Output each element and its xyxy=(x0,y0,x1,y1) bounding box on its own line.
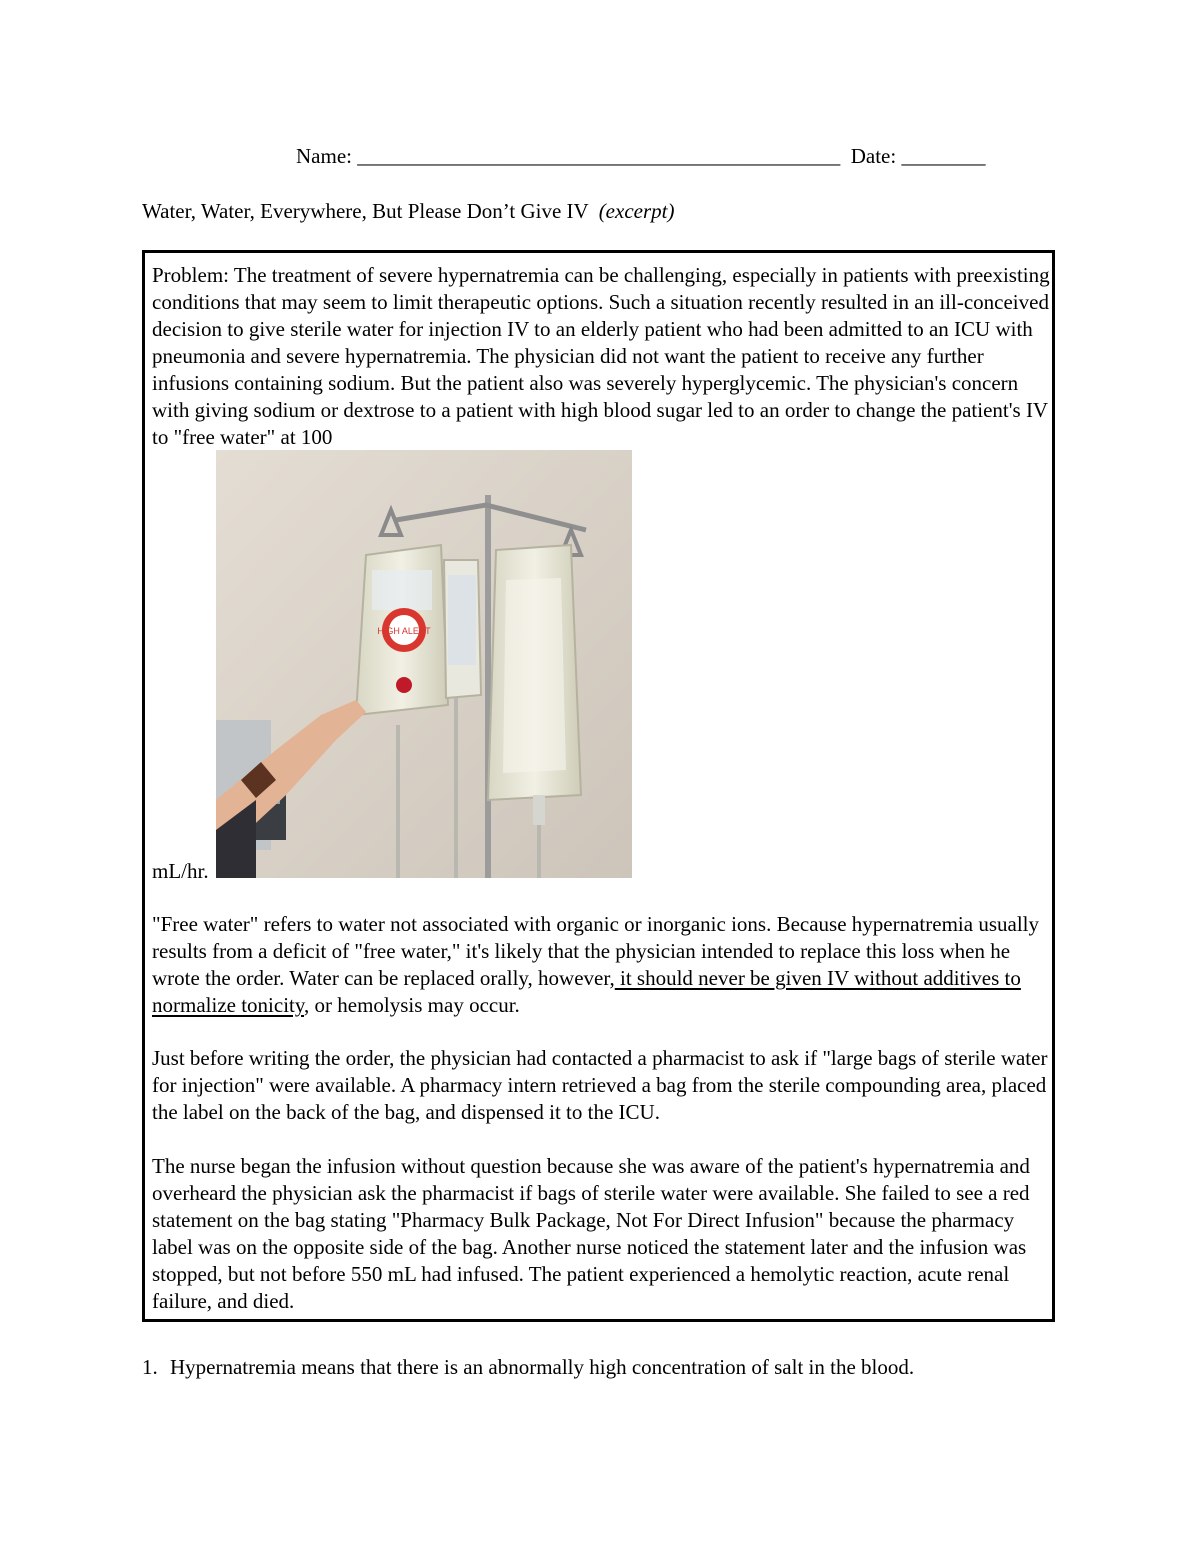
title-excerpt-note: (excerpt) xyxy=(598,199,675,223)
p2-underlined-text: it should never be given IV without additives to normalize tonicity xyxy=(152,966,1021,1017)
document-title xyxy=(142,199,674,224)
p2-after-text: , or hemolysis may occur. xyxy=(304,993,520,1017)
problem-paragraph-1: Problem: The treatment of severe hypernatremia can be challenging, especially in patients with preexisting conditions that may seem to limit therapeutic options. Such a situation recently resulted in an ill-conceived decision to give sterile water for injection IV to an elderly patient who had been admitted to an ICU with pneumonia and severe hypernatremia. The physician did not want the patient to receive any further infusions containing sodium. But the patient also was severely hyperglycemic. The physician's concern with giving sodium or dextrose to a patient with high blood sugar led to an order to change the patient's IV to "free water" at 100 xyxy=(152,263,1050,449)
question-1-text: Hypernatremia means that there is an abnormally high concentration of salt in the blood. xyxy=(170,1355,915,1379)
title-text: Water, Water, Everywhere, But Please Don’t Give IV xyxy=(142,199,589,223)
question-1 xyxy=(142,1355,914,1380)
name-date-line: Name: ______________________________________________ Date: ________ xyxy=(296,144,986,168)
p2-before-text: "Free water" refers to water not associated with organic or inorganic ions. Because hypernatremia usually results from a deficit of "free water," it's likely that the physician intended to replace this loss when he wrote the order. Water can be replaced orally, however, xyxy=(152,912,1039,990)
problem-paragraph-2 xyxy=(152,911,1052,1019)
high-alert-sticker: HIGH ALERT xyxy=(377,626,431,636)
question-1-number: 1. xyxy=(142,1355,158,1379)
problem-paragraph-4: The nurse began the infusion without question because she was aware of the patient's hypernatremia and overheard the physician ask the pharmacist if bags of sterile water were available. She failed to see a red statement on the bag stating "Pharmacy Bulk Package, Not For Direct Infusion" because the pharmacy label was on the opposite side of the bag. Another nurse noticed the statement later and the infusion was stopped, but not before 550 mL had infused. The patient experienced a hemolytic reaction, acute renal failure, and died. xyxy=(152,1154,1030,1313)
problem-paragraph-3: Just before writing the order, the physician had contacted a pharmacist to ask if "large bags of sterile water for injection" were available. A pharmacy intern retrieved a bag from the sterile compounding area, placed the label on the back of the bag, and dispensed it to the ICU. xyxy=(152,1046,1048,1124)
problem-paragraph-1-end: mL/hr. xyxy=(152,859,209,883)
iv-bags-photo xyxy=(216,450,632,878)
